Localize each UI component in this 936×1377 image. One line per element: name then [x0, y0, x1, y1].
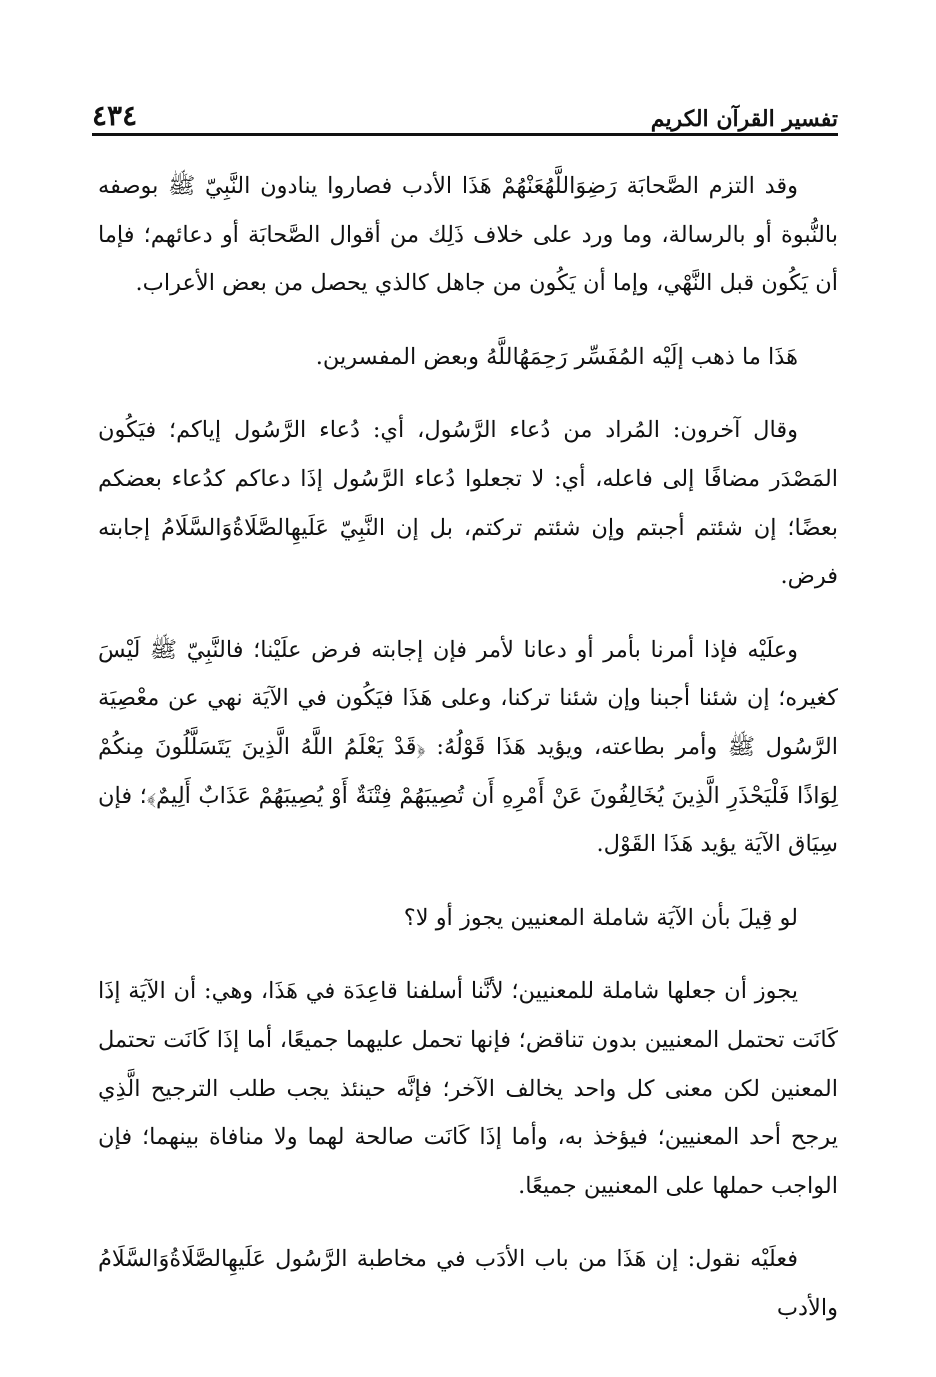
paragraph: وقال آخرون: المُراد من دُعاء الرَّسُول، أي: دُعاء الرَّسُول إياكم؛ فيَكُون المَصْدَر مضافًا إلى فاعله، أي: لا تجعلوا دُعاء الرَّسُول إذَا دعاكم كدُعاء بعضكم بعضًا؛ إن شئتم أجبتم وإن شئتم تركتم، بل إن النَّبِيّ عَلَيهِالصَّلَاةُوَالسَّلَامُ إجابته فرض. — [98, 417, 838, 590]
page-header — [92, 94, 838, 130]
paragraph: هَذَا ما ذهب إلَيْه المُفَسِّر رَحِمَهُاللَّهُ وبعض المفسرين. — [315, 343, 798, 370]
paragraph: لو قِيلَ بأن الآيَة شاملة المعنيين يجوز أو لا؟ — [403, 904, 798, 931]
paragraph: يجوز أن جعلها شاملة للمعنيين؛ لأنَّنا أسلفنا قاعِدَة في هَذَا، وهي: أن الآيَة إذَا كَانَت تحتمل المعنيين بدون تناقض؛ فإنها تحمل عليهما جميعًا، أما إذَا كَانَت تحتمل المعنين لكن معنى كل واحد يخالف الآخر؛ فإنَّه حينئذ يجب طلب الترجيح الَّذِي يرجح أحد المعنيين؛ فيؤخذ به، وأما إذَا كَانَت صالحة لهما ولا منافاة بينهما؛ فإن الواجب حملها على المعنيين جميعًا. — [98, 978, 838, 1199]
page-number: ٤٣٤ — [92, 99, 138, 132]
paragraph: وقد التزم الصَّحابَة رَضِوَاللَّهُعَنْهُمْ هَذَا الأدب فصاروا ينادون النَّبِيّ ﷺ بوصفه بالنُّبوة أو بالرسالة، وما ورد على خلاف ذَلِك من أقوال الصَّحابَة أو دعائهم؛ فإما أن يَكُون قبل النَّهْي، وإما أن يَكُون من جاهل كالذي يحصل من بعض الأعراب. — [98, 173, 838, 297]
header-rule — [92, 133, 838, 136]
paragraph: وعلَيْه فإذا أمرنا بأمر أو دعانا لأمر فإن إجابته فرض علَيْنا؛ فالنَّبِيّ ﷺ لَيْسَ كغيره؛ إن شئنا أجبنا وإن شئنا تركنا، وعلى هَذَا فيَكُون في الآيَة نهي عن معْصِيَة الرَّسُول ﷺ وأمر بطاعته، ويؤيد هَذَا قَوْلُهُ: ﴿قَدْ يَعْلَمُ اللَّهُ الَّذِينَ يَتَسَلَّلُونَ مِنكُمْ لِوَاذًا فَلْيَحْذَرِ الَّذِينَ يُخَالِفُونَ عَنْ أَمْرِهِ أَن تُصِيبَهُمْ فِتْنَةٌ أَوْ يُصِيبَهُمْ عَذَابٌ أَلِيمٌ﴾؛ فإن سِيَاق الآيَة يؤيد هَذَا القَوْل. — [98, 636, 838, 858]
page-body — [98, 162, 838, 1332]
running-title: تفسير القرآن الكريم — [650, 106, 838, 132]
paragraph: فعلَيْه نقول: إن هَذَا من باب الأدَب في مخاطبة الرَّسُول عَلَيهِالصَّلَاةُوَالسَّلَامُ والأدب — [98, 1246, 838, 1321]
